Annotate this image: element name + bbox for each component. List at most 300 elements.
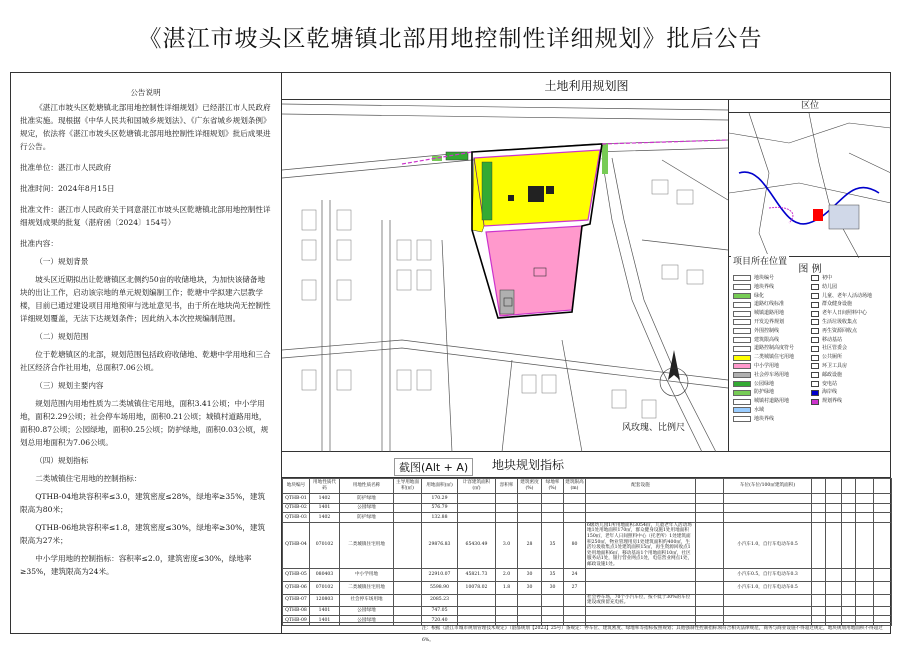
table-cell [518, 494, 542, 504]
table-cell: 1402 [310, 494, 340, 504]
table-header-cell: 用地性质名称 [340, 479, 394, 494]
table-cell [518, 606, 542, 616]
legend-label: 邮政设施 [822, 371, 843, 378]
legend-swatch [733, 381, 751, 387]
table-cell [696, 494, 724, 504]
legend-swatch [733, 363, 751, 369]
legend-item [733, 344, 811, 353]
table-cell [826, 503, 842, 513]
legend-label: 中小学用地 [754, 362, 780, 369]
table-header-cell: 主导用地面积(㎡) [394, 479, 422, 494]
legend-swatch [811, 275, 819, 281]
location-title: 区位 [800, 101, 819, 111]
table-cell [842, 606, 856, 616]
table-cell: 35 [542, 568, 564, 581]
table-cell [874, 522, 892, 568]
legend-item [733, 336, 811, 345]
legend-label: 开发边界规划 [754, 318, 785, 325]
table-cell [458, 494, 496, 504]
table-cell: 45821.73 [458, 568, 496, 581]
table-row [283, 594, 892, 606]
content-label: 批准内容： [20, 239, 58, 248]
table-cell [458, 594, 496, 606]
legend-item [811, 380, 889, 389]
table-cell [856, 503, 874, 513]
table-cell: 公园绿地 [340, 616, 394, 626]
legend-right-column [811, 274, 889, 424]
location-caption: 项目所在位置 [731, 254, 789, 267]
table-cell: QTHB-05 [283, 568, 310, 581]
table-cell: 10078.02 [458, 581, 496, 594]
table-cell: 1401 [310, 606, 340, 616]
table-cell [542, 503, 564, 513]
table-header-bar [282, 452, 891, 478]
table-cell [826, 594, 842, 606]
table-cell [826, 606, 842, 616]
table-cell: 120803 [310, 594, 340, 606]
table-cell [496, 503, 518, 513]
table-cell: 2085.23 [422, 594, 458, 606]
table-header-cell [842, 479, 856, 494]
legend-item [733, 327, 811, 336]
table-title: 地块规划指标 [492, 458, 565, 472]
table-cell [696, 568, 724, 581]
table-cell: 070102 [310, 522, 340, 568]
legend-swatch [733, 293, 751, 299]
legend-swatch [733, 328, 751, 334]
table-cell [874, 581, 892, 594]
table-header-cell: 计容建筑面积(㎡) [458, 479, 496, 494]
legend-label: 环卫工具房 [822, 362, 848, 369]
legend [733, 274, 889, 424]
table-cell [586, 606, 696, 616]
table-cell [826, 581, 842, 594]
approval-document: 批准文件：湛江市人民政府关于同意湛江市坡头区乾塘镇北部用地控制性详细规划成果的批复（湛府函〔2024〕154号） [20, 205, 271, 227]
table-cell [586, 513, 696, 523]
table-header-cell: 用地性质代码 [310, 479, 340, 494]
table-header-cell [812, 479, 826, 494]
table-cell: QTHB-07 [283, 594, 310, 606]
section4-d: 中小学用地的控制指标：容积率≤2.0，建筑密度≤30%，绿地率≥35%，建筑限高为24米。 [20, 554, 252, 576]
table-cell [564, 606, 586, 616]
legend-label: 外围控制线 [754, 327, 780, 334]
section2-text: 位于乾塘镇区的北部，规划范围包括政府收储地、乾塘中学用地和三合社区经济合作社用地，总面积7.06公顷。 [20, 350, 271, 372]
legend-swatch [811, 372, 819, 378]
north-arrow-label: 风玫瑰、比例尺 [622, 423, 686, 433]
table-cell: 80 [564, 522, 586, 568]
table-cell [696, 513, 724, 523]
legend-swatch [733, 372, 751, 378]
legend-item [811, 309, 889, 318]
legend-label: 初中 [822, 275, 833, 281]
table-cell [458, 606, 496, 616]
table-cell [842, 494, 856, 504]
table-cell: 二类城镇住宅用地 [340, 522, 394, 568]
legend-item [811, 362, 889, 371]
legend-item [811, 274, 889, 283]
table-header-cell: 容积率 [496, 479, 518, 494]
table-cell [826, 568, 842, 581]
table-cell: 二类城镇住宅用地 [340, 581, 394, 594]
land-use-map [282, 100, 728, 452]
table-cell: 防护绿地 [340, 513, 394, 523]
table-cell [724, 606, 812, 616]
legend-item [811, 388, 889, 397]
table-cell [874, 503, 892, 513]
table-cell: 1.8 [496, 581, 518, 594]
table-cell: 3.0 [496, 522, 518, 568]
table-cell [496, 606, 518, 616]
table-cell [826, 522, 842, 568]
legend-label: 海岸线 [822, 389, 838, 396]
legend-label: 幼儿园 [822, 283, 838, 290]
legend-label: 地块界线 [754, 415, 775, 422]
table-cell [812, 581, 826, 594]
table-cell [874, 606, 892, 616]
table-cell [586, 494, 696, 504]
table-cell [394, 568, 422, 581]
section4-a: 二类城镇住宅用地的控制指标： [35, 474, 142, 483]
legend-swatch [811, 328, 819, 334]
legend-label: 儿童、老年人活动场地 [822, 292, 873, 299]
table-cell [812, 594, 826, 606]
legend-item [733, 388, 811, 397]
table-cell: 070102 [310, 581, 340, 594]
legend-item [733, 318, 811, 327]
table-header-cell: 地块编号 [283, 479, 310, 494]
legend-item [733, 309, 811, 318]
legend-swatch [733, 399, 751, 405]
table-cell [696, 594, 724, 606]
table-cell: 65430.49 [458, 522, 496, 568]
section3-text: 规划范围内用地性质为二类城镇住宅用地，面积3.41公顷；中小学用地，面积2.29公顷；社会停车场用地，面积0.21公顷；城镇村道路用地，面积0.87公顷；公园绿地，面积0.25公顷；防护绿地，面积0.03公顷，规划总用地面积为7.06公顷。 [20, 399, 269, 447]
table-cell: 公园绿地 [340, 503, 394, 513]
legend-item [811, 344, 889, 353]
legend-item [733, 415, 811, 424]
legend-item [811, 300, 889, 309]
legend-label: 城镇道路用地 [754, 310, 785, 317]
table-cell: 1401 [310, 503, 340, 513]
notice-heading: 公告说明 [130, 88, 161, 97]
table-cell [518, 503, 542, 513]
legend-label: 生活垃圾收集点 [822, 318, 858, 325]
table-row [283, 606, 892, 616]
table-cell: 小汽车1.0，自行车电动车0.5 [724, 581, 812, 594]
table-cell [564, 594, 586, 606]
legend-label: 防护绿地 [754, 389, 775, 396]
legend-swatch [733, 407, 751, 413]
table-cell: QTHB-06 [283, 581, 310, 594]
section1-text: 坡头区近期拟出让乾塘镇区北侧约50亩的收储地块，为加快该储备地块的出让工作，启动该宗地的单元规划编制工作；乾塘中学拟建六层教学楼，目前已通过建设项目用地预审与选址意见书，由于所在地块尚无控制性详细规划覆盖，无法下达规划条件；因此纳入本次控规编制范围。 [20, 275, 271, 323]
table-cell [812, 606, 826, 616]
legend-label: 地块编号 [754, 275, 775, 281]
table-header-cell: 车位(车位/100㎡建筑面积) [724, 479, 812, 494]
legend-swatch [811, 363, 819, 369]
table-cell: 720.40 [422, 616, 458, 626]
legend-swatch [733, 337, 751, 343]
table-cell [696, 522, 724, 568]
table-cell [542, 606, 564, 616]
legend-item [811, 353, 889, 362]
legend-label: 城镇村道路用地 [754, 398, 790, 405]
legend-swatch [811, 381, 819, 387]
legend-label: 群众健身设施 [822, 301, 853, 308]
table-cell [812, 503, 826, 513]
table-cell: 132.88 [422, 513, 458, 523]
table-cell [586, 581, 696, 594]
table-cell: 5598.90 [422, 581, 458, 594]
legend-item [811, 371, 889, 380]
table-cell: 28 [518, 522, 542, 568]
section4-c: QTHB-06地块容积率≤1.8，建筑密度≤30%，绿地率≥30%，建筑限高为27米； [20, 523, 266, 545]
table-cell [874, 594, 892, 606]
table-cell: 27 [564, 581, 586, 594]
legend-label: 公园绿地 [754, 380, 775, 387]
legend-item [733, 292, 811, 301]
table-cell: 35 [542, 522, 564, 568]
table-row [283, 494, 892, 504]
legend-label: 再生资源回收点 [822, 327, 858, 334]
table-cell [394, 606, 422, 616]
legend-swatch [811, 399, 819, 405]
table-cell: 747.05 [422, 606, 458, 616]
table-cell [856, 494, 874, 504]
legend-swatch [811, 284, 819, 290]
table-header-cell: 绿地率(%) [542, 479, 564, 494]
table-cell: QTHB-02 [283, 503, 310, 513]
table-cell [394, 494, 422, 504]
table-cell [724, 513, 812, 523]
table-cell [856, 594, 874, 606]
approval-unit: 批准单位：湛江市人民政府 [20, 163, 112, 172]
table-cell: 576.79 [422, 503, 458, 513]
legend-swatch [811, 319, 819, 325]
table-cell [696, 606, 724, 616]
table-cell [586, 568, 696, 581]
table-cell [874, 494, 892, 504]
table-cell: 社会停车场用地 [340, 594, 394, 606]
section3-title: （三）规划主要内容 [35, 381, 104, 390]
section4-b: QTHB-04地块容积率≤3.0，建筑密度≤28%，绿地率≥35%，建筑限高为80米； [20, 492, 266, 514]
notice-intro: 《湛江市坡头区乾塘镇北部用地控制性详细规划》已经湛江市人民政府批准实施。现根据《中华人民共和国城乡规划法》、《广东省城乡规划条例》规定，依法将《湛江市坡头区乾塘镇北部用地控制性详细规划》批后成果进行公告。 [20, 103, 271, 151]
table-cell: 6级幼儿园1所用地面积3054㎡，儿童老年人活动场地1处用地面积170㎡，群众健身设施1处用地面积150㎡，老年人日间照料中心（托老所）1处建筑面积250㎡，物业管理用房1处建筑面积约400㎡，生活垃圾收集点1处建筑面积15㎡，再生资源回收点1处用地面积6㎡，移动基站1个用地面积10㎡，社区服务站1处，银行营业网点1处，电信营业网点1处，邮政设施1处。 [586, 522, 696, 568]
table-cell: QTHB-08 [283, 606, 310, 616]
table-cell [518, 513, 542, 523]
legend-label: 道路控制高度符号 [754, 345, 795, 352]
table-cell [856, 568, 874, 581]
table-cell: 170.29 [422, 494, 458, 504]
legend-label: 水域 [754, 406, 765, 413]
table-header-cell [696, 479, 724, 494]
section2-title: （二）规划范围 [35, 332, 89, 341]
legend-swatch [733, 319, 751, 325]
legend-item [811, 283, 889, 292]
legend-label: 地块界线 [754, 283, 775, 290]
legend-swatch [811, 293, 819, 299]
table-cell [696, 503, 724, 513]
legend-item [733, 371, 811, 380]
table-cell: 公园绿地 [340, 606, 394, 616]
table-header-cell [826, 479, 842, 494]
table-cell [856, 581, 874, 594]
legend-label: 变电站 [822, 380, 838, 387]
table-cell [856, 522, 874, 568]
land-use-map-svg [282, 100, 728, 452]
section1-title: （一）规划背景 [35, 257, 89, 266]
notice-panel [10, 72, 282, 634]
table-cell: 防护绿地 [340, 494, 394, 504]
table-header-cell: 用地面积(㎡) [422, 479, 458, 494]
table-cell: 24 [564, 568, 586, 581]
table-cell [842, 522, 856, 568]
legend-swatch [733, 355, 751, 361]
legend-label: 二类城镇住宅用地 [754, 354, 795, 361]
legend-item [733, 380, 811, 389]
legend-left-column [733, 274, 811, 424]
table-cell [842, 568, 856, 581]
table-cell: 22910.07 [422, 568, 458, 581]
legend-swatch [811, 355, 819, 361]
legend-swatch [811, 337, 819, 343]
table-cell [696, 581, 724, 594]
table-cell [542, 513, 564, 523]
table-cell [394, 513, 422, 523]
table-cell [724, 494, 812, 504]
legend-item [811, 327, 889, 336]
table-cell: 中小学用地 [340, 568, 394, 581]
table-cell [812, 522, 826, 568]
table-cell [394, 522, 422, 568]
table-cell [518, 594, 542, 606]
page-title: 《湛江市坡头区乾塘镇北部用地控制性详细规划》批后公告 [138, 25, 763, 52]
table-header-cell: 建筑限高(m) [564, 479, 586, 494]
legend-swatch [811, 390, 819, 396]
table-cell [542, 494, 564, 504]
legend-label: 道路红线标准 [754, 301, 785, 308]
table-body [283, 494, 892, 626]
plot-indicator-table [282, 478, 892, 626]
legend-swatch [811, 311, 819, 317]
table-row [283, 513, 892, 523]
table-header-cell [874, 479, 892, 494]
table-cell [724, 594, 812, 606]
table-cell [842, 594, 856, 606]
table-cell [458, 513, 496, 523]
location-map-svg [729, 113, 891, 258]
legend-item [733, 300, 811, 309]
table-cell [496, 513, 518, 523]
table-cell [826, 494, 842, 504]
location-marker [813, 209, 823, 221]
table-cell: 29876.83 [422, 522, 458, 568]
legend-item [811, 318, 889, 327]
table-cell [856, 606, 874, 616]
table-cell: 小汽车0.5，自行车电动车0.3 [724, 568, 812, 581]
table-cell: 1402 [310, 513, 340, 523]
legend-label: 社会停车场用地 [754, 371, 790, 378]
legend-swatch [811, 346, 819, 352]
table-header-cell: 建筑密度(%) [518, 479, 542, 494]
table-cell [842, 581, 856, 594]
legend-label: 规划界线 [822, 398, 843, 405]
table-cell [812, 568, 826, 581]
legend-swatch [733, 390, 751, 396]
legend-swatch [733, 311, 751, 317]
table-cell [586, 503, 696, 513]
table-cell: QTHB-01 [283, 494, 310, 504]
table-header-cell: 配套设施 [586, 479, 696, 494]
table-cell [458, 503, 496, 513]
table-note: 注：根据《湛江市城市规划管理技术规定》（湛都规划【2023】25号）条规定：停车位、建筑密度、绿地率等指标按照规划；其他强制性控制指标须符合相关法律规范，商务与商业设施不得超过规定，地块规划用地面积不得超过6%。 [282, 622, 891, 634]
table-row [283, 568, 892, 581]
table-cell: 30 [542, 581, 564, 594]
legend-item [733, 362, 811, 371]
table-cell [496, 494, 518, 504]
table-cell: QTHB-04 [283, 522, 310, 568]
table-cell [856, 513, 874, 523]
legend-item [733, 397, 811, 406]
table-cell [842, 513, 856, 523]
section4-title: （四）规划指标 [35, 456, 89, 465]
legend-label: 公共厕所 [822, 354, 843, 361]
table-cell: 30 [518, 568, 542, 581]
table-cell [542, 594, 564, 606]
legend-label: 移动基站 [822, 336, 843, 343]
map-title: 土地利用规划图 [282, 72, 891, 100]
table-cell: 080403 [310, 568, 340, 581]
legend-swatch [811, 302, 819, 308]
table-header-row [283, 479, 892, 494]
screenshot-hint: 截图(Alt + A) [394, 458, 473, 476]
legend-label: 老年人日间照料中心 [822, 310, 868, 317]
legend-item [733, 353, 811, 362]
legend-swatch [733, 346, 751, 352]
table-cell [394, 581, 422, 594]
table-cell: 2.0 [496, 568, 518, 581]
table-cell [826, 513, 842, 523]
table-cell [564, 494, 586, 504]
legend-item [811, 336, 889, 345]
legend-swatch [733, 275, 751, 281]
table-cell [724, 503, 812, 513]
table-cell [874, 568, 892, 581]
table-header-cell [856, 479, 874, 494]
table-cell: 社会停车场，70个小汽车位，按不低于30%的车位建设或预留充电桩。 [586, 594, 696, 606]
legend-title: 图 例 [798, 264, 822, 275]
location-map [729, 112, 891, 267]
table-row [283, 503, 892, 513]
table-cell [394, 594, 422, 606]
table-cell: QTHB-03 [283, 513, 310, 523]
table-cell [812, 513, 826, 523]
table-cell: 1401 [310, 616, 340, 626]
legend-item [811, 292, 889, 301]
table-cell: 30 [518, 581, 542, 594]
legend-item [811, 397, 889, 406]
table-cell [874, 513, 892, 523]
legend-swatch [733, 416, 751, 422]
legend-label: 建筑限高线 [754, 336, 780, 343]
table-cell [842, 503, 856, 513]
legend-label: 绿化 [754, 292, 765, 299]
side-panel [728, 100, 891, 452]
legend-item [733, 274, 811, 283]
legend-swatch [733, 284, 751, 290]
table-cell: 小汽车1.0，自行车电动车0.5 [724, 522, 812, 568]
table-cell [394, 503, 422, 513]
table-cell [564, 503, 586, 513]
table-cell [564, 513, 586, 523]
